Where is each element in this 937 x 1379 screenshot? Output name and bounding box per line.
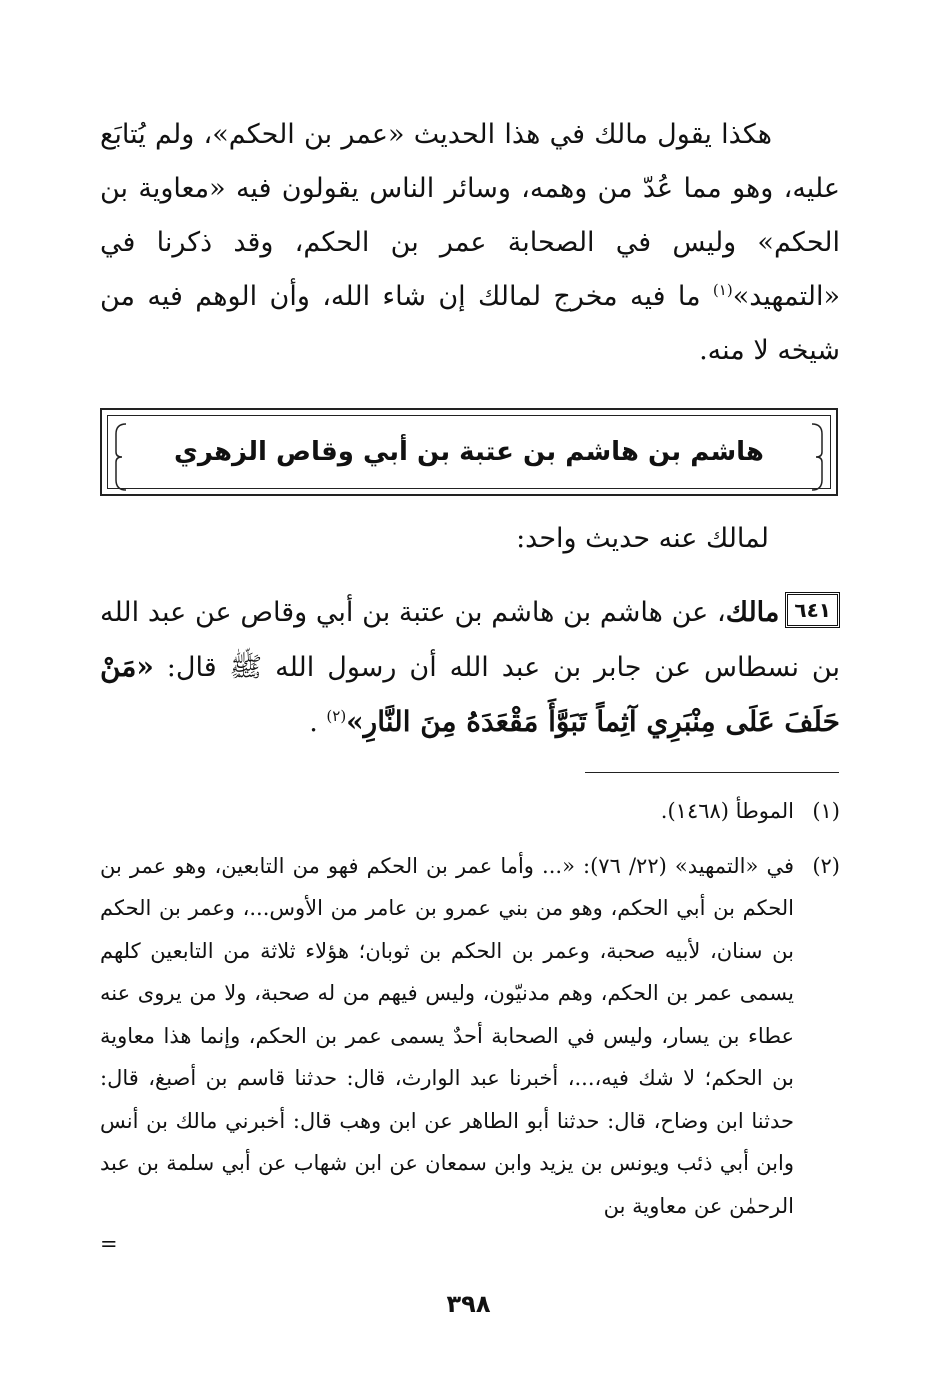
section-title: هاشم بن هاشم بن عتبة بن أبي وقاص الزهري bbox=[174, 437, 764, 467]
footnote-number: (٢) bbox=[812, 853, 840, 878]
hadith-number-badge: ٦٤١ bbox=[785, 592, 840, 628]
intro-text-continued: ما فيه مخرج لمالك إن شاء الله، وأن الوهم فيه من شيخه لا منه. bbox=[100, 281, 840, 366]
right-bracket-ornament bbox=[810, 422, 824, 492]
hadith-narrator: مالك bbox=[725, 597, 780, 628]
left-bracket-ornament bbox=[114, 422, 128, 492]
footnote-separator bbox=[585, 772, 839, 773]
footnote-item bbox=[100, 790, 840, 833]
footnote-number: (١) bbox=[812, 799, 840, 823]
footnote-ref-1[interactable]: (١) bbox=[712, 281, 733, 299]
hadith-chain: ، عن هاشم بن هاشم بن عتبة بن أبي وقاص عن عبد الله بن نسطاس عن جابر بن عبد الله أن رسول الله ﷺ قال: bbox=[100, 597, 840, 683]
continuation-mark: = bbox=[100, 1232, 118, 1256]
section-title-frame bbox=[100, 408, 838, 496]
page-number: ٣٩٨ bbox=[446, 1290, 491, 1318]
hadith-count-text: لمالك عنه حديث واحد: bbox=[516, 523, 769, 554]
footnote-item bbox=[100, 845, 840, 1228]
intro-paragraph bbox=[100, 108, 840, 378]
hadith-paragraph bbox=[100, 586, 840, 750]
hadith-end: . bbox=[309, 707, 327, 738]
footnotes bbox=[100, 790, 840, 1227]
footnote-text: في «التمهيد» (٢٢/ ٧٦): «... وأما عمر بن الحكم فهو من التابعين، وهو عمر بن الحكم بن أبي الحكم، وهو من بني عمرو بن عامر من الأوس...، وعمر بن الحكم بن سنان، لأبيه صحبة، وعمر بن الحكم بن ثوبان؛ هؤلاء ثلاثة من التابعين كلهم يسمى عمر بن الحكم، وهم مدنيّون، وليس فيهم من له صحبة، ولا من يروى عنه عطاء بن يسار، وليس في الصحابة أحدٌ يسمى عمر بن الحكم، وإنما هذا معاوية بن الحكم؛ لا شك فيه،...، أخبرنا عبد الوارث، قال: حدثنا قاسم بن أصبغ، قال: حدثنا ابن وضاح، قال: حدثنا أبو الطاهر عن ابن وهب قال: أخبرني مالك بن أنس وابن أبي ذئب ويونس بن يزيد وابن سمعان عن ابن شهاب عن أبي سلمة بن عبد الرحمٰن عن معاوية بن bbox=[100, 853, 794, 1218]
section-title-inner-frame bbox=[107, 415, 831, 489]
hadith-count-line bbox=[197, 512, 837, 566]
hadith-text: «مَنْ حَلَفَ عَلَى مِنْبَرِي آثِماً تَبَوَّأَ مَقْعَدَهُ مِنَ النَّارِ» bbox=[100, 650, 840, 738]
footnote-text: الموطأ (١٤٦٨). bbox=[660, 799, 794, 823]
footnote-ref-2[interactable]: (٢) bbox=[326, 707, 347, 725]
intro-text: هكذا يقول مالك في هذا الحديث «عمر بن الحكم»، ولم يُتابَع عليه، وهو مما عُدّ من وهمه، وسائر الناس يقولون فيه «معاوية بن الحكم» وليس في الصحابة عمر بن الحكم، وقد ذكرنا في «التمهيد» bbox=[100, 119, 840, 312]
